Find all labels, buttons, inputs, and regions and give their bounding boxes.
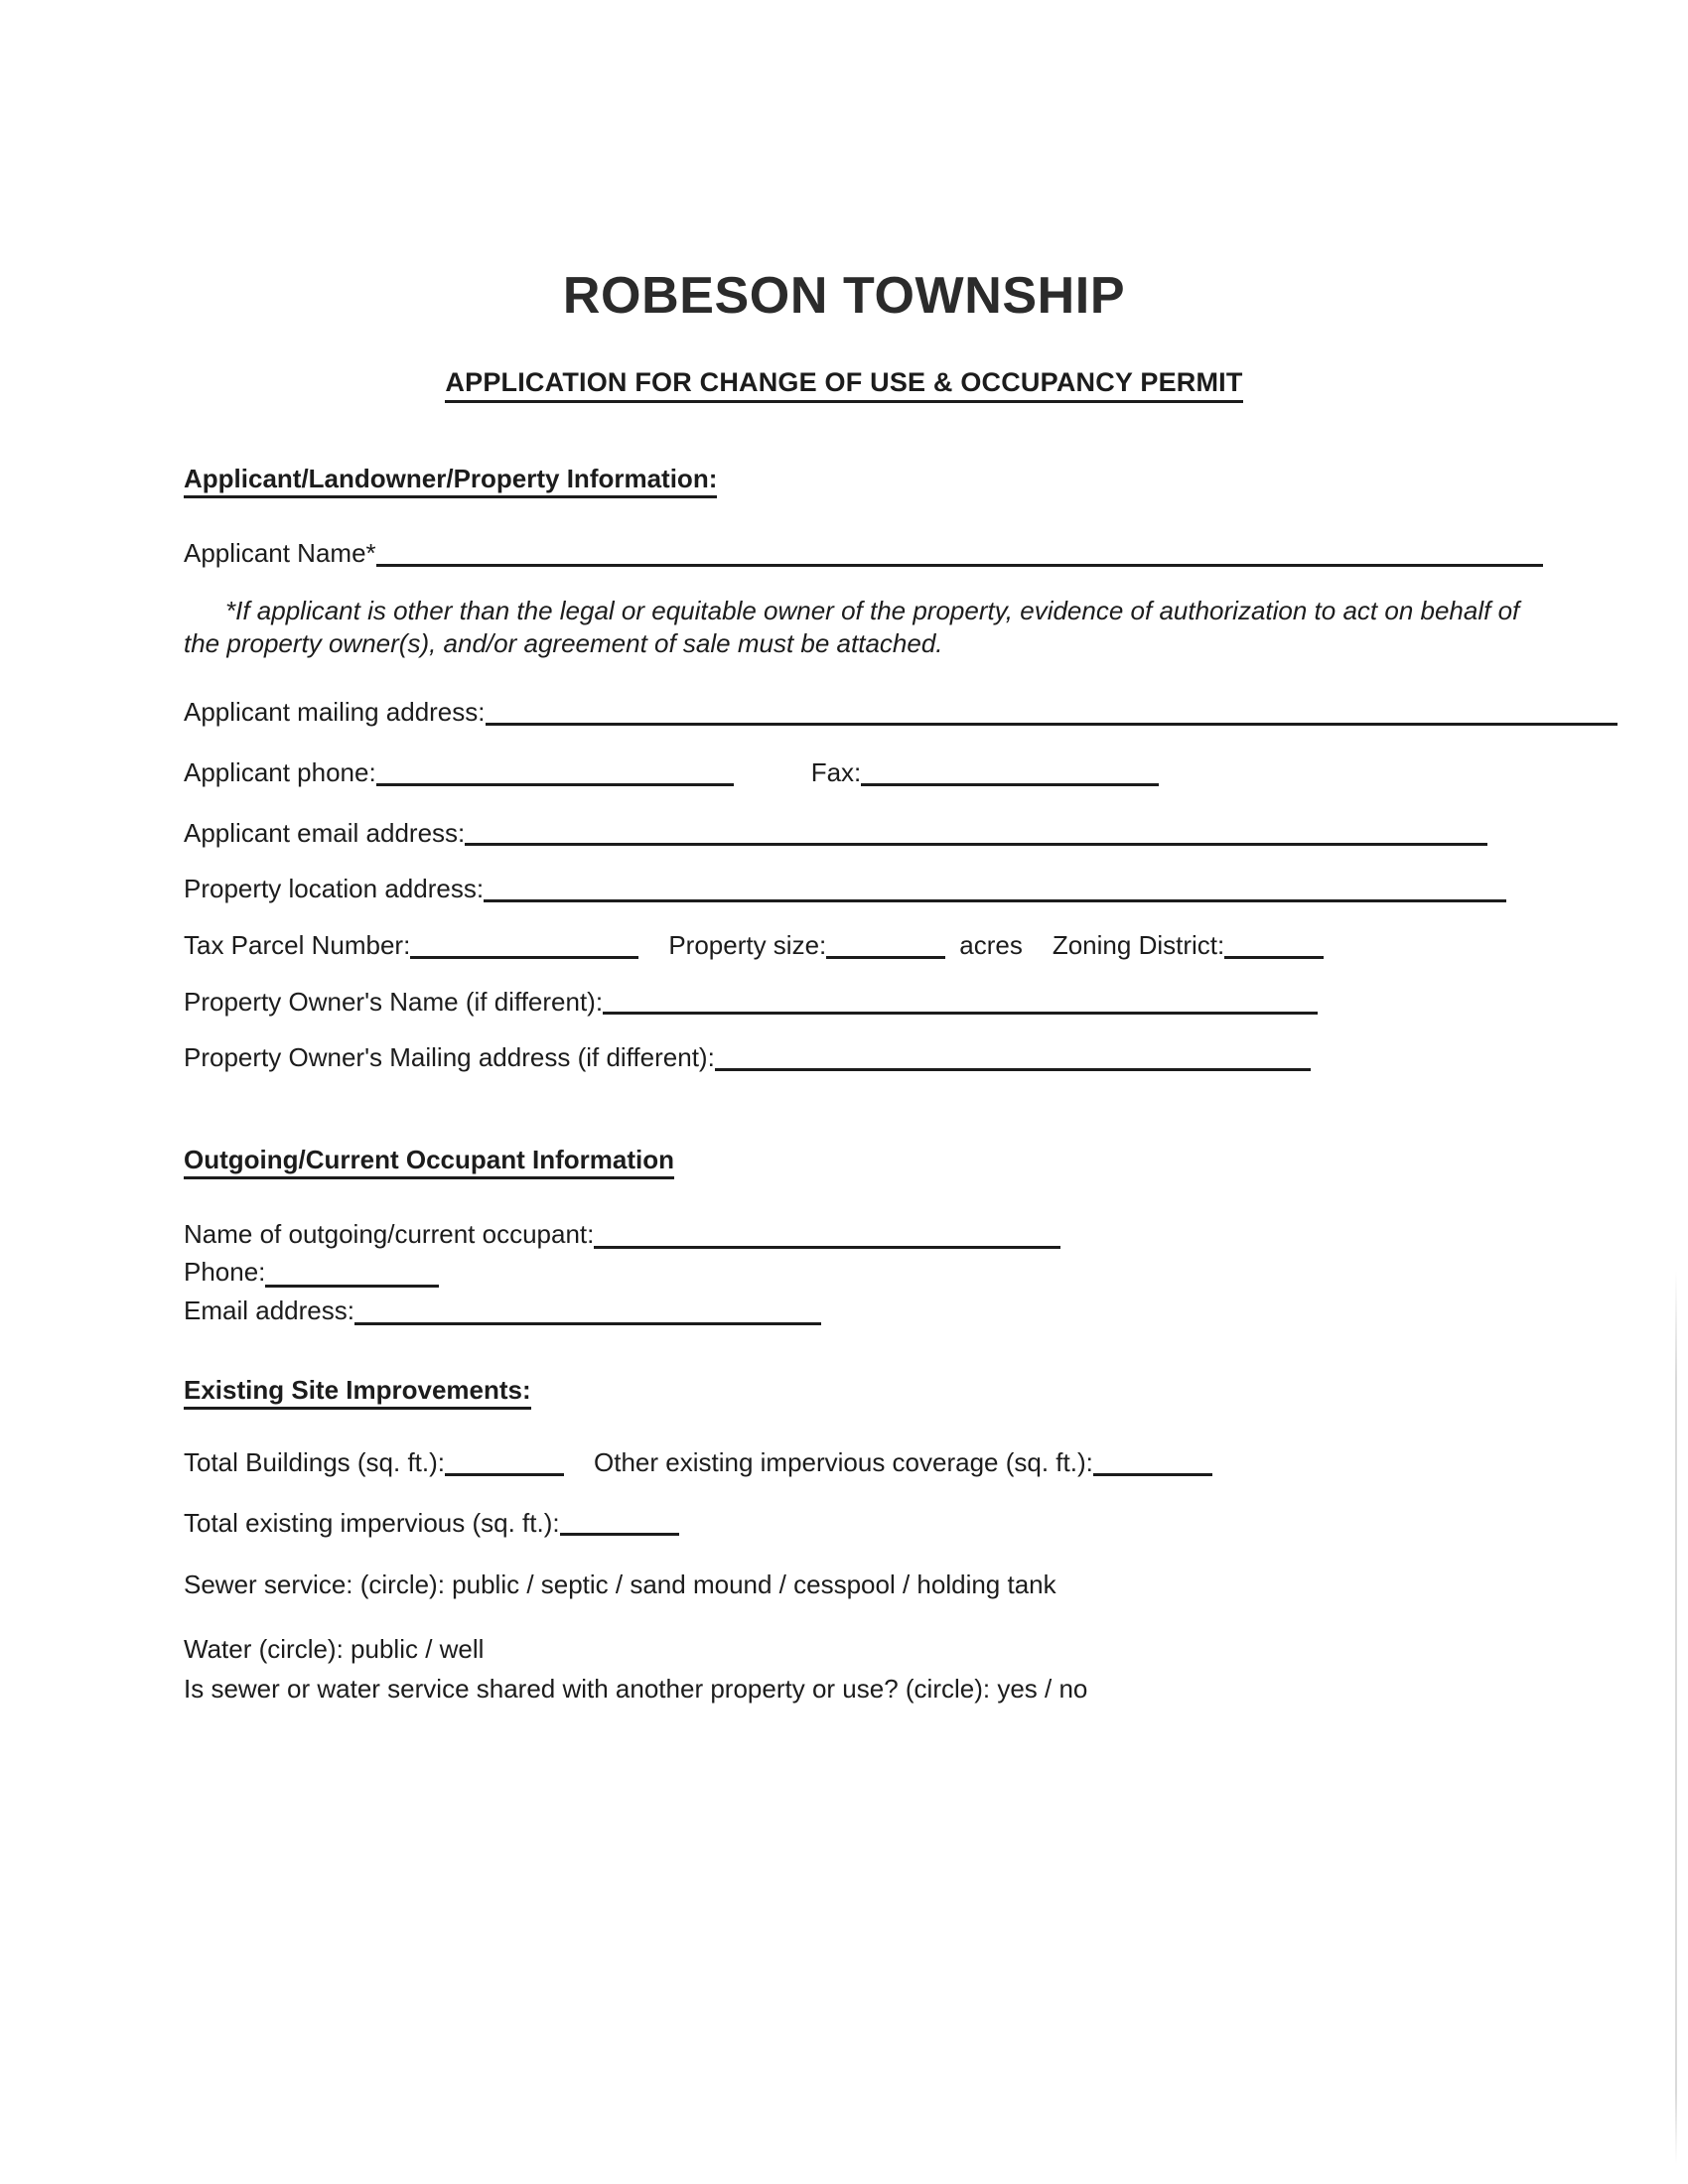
property-size-label: Property size: xyxy=(668,929,827,960)
applicant-name-label: Applicant Name* xyxy=(184,538,376,568)
total-existing-impervious-label: Total existing impervious (sq. ft.): xyxy=(184,1507,560,1538)
other-impervious-coverage-input[interactable] xyxy=(1093,1449,1212,1476)
field-applicant-phone-fax xyxy=(0,728,1688,788)
field-sewer-service[interactable] xyxy=(0,1538,1688,1600)
applicant-fax-label: Fax: xyxy=(810,756,862,787)
field-occupant-phone xyxy=(0,1251,1688,1289)
field-property-owner-name xyxy=(0,961,1688,1018)
applicant-mailing-address-input[interactable] xyxy=(486,699,1618,726)
applicant-email-input[interactable] xyxy=(465,819,1487,846)
shared-service-label: Is sewer or water service shared with another property or use? (circle): yes / no xyxy=(184,1674,1088,1705)
field-tax-parcel-row xyxy=(0,904,1688,961)
applicant-phone-label: Applicant phone: xyxy=(184,756,376,787)
property-owner-name-label: Property Owner's Name (if different): xyxy=(184,986,604,1017)
field-applicant-email xyxy=(0,788,1688,849)
section-heading-applicant-text: Applicant/Landowner/Property Information: xyxy=(184,464,717,498)
property-location-address-label: Property location address: xyxy=(184,874,485,904)
field-occupant-email xyxy=(0,1290,1688,1327)
zoning-district-label: Zoning District: xyxy=(1052,929,1225,960)
acres-unit-label: acres xyxy=(959,929,1023,960)
applicant-mailing-address-label: Applicant mailing address: xyxy=(184,697,486,728)
page-subtitle xyxy=(0,322,1688,398)
total-existing-impervious-input[interactable] xyxy=(560,1509,679,1536)
applicant-name-input[interactable] xyxy=(376,540,1543,567)
zoning-district-input[interactable] xyxy=(1224,932,1324,959)
tax-parcel-number-input[interactable] xyxy=(410,932,638,959)
occupant-email-label: Email address: xyxy=(184,1295,354,1325)
other-impervious-coverage-label: Other existing impervious coverage (sq. ft.): xyxy=(594,1446,1093,1477)
property-owner-mailing-address-input[interactable] xyxy=(715,1044,1311,1071)
section-heading-improvements xyxy=(0,1327,1688,1406)
section-heading-applicant xyxy=(0,398,1688,494)
water-service-label: Water (circle): public / well xyxy=(184,1633,485,1664)
applicant-phone-input[interactable] xyxy=(376,759,734,786)
section-heading-improvements-text: Existing Site Improvements: xyxy=(184,1375,531,1410)
applicant-email-label: Applicant email address: xyxy=(184,817,466,848)
page-subtitle-text: APPLICATION FOR CHANGE OF USE & OCCUPANCY PERMIT xyxy=(445,367,1242,403)
occupant-name-label: Name of outgoing/current occupant: xyxy=(184,1218,595,1249)
property-owner-name-input[interactable] xyxy=(603,988,1318,1015)
field-applicant-name xyxy=(0,494,1688,569)
applicant-fax-input[interactable] xyxy=(861,759,1159,786)
section-heading-occupant-text: Outgoing/Current Occupant Information xyxy=(184,1145,674,1179)
total-buildings-label: Total Buildings (sq. ft.): xyxy=(184,1446,445,1477)
occupant-name-input[interactable] xyxy=(594,1222,1060,1249)
authorization-note xyxy=(0,569,1688,662)
field-property-location-address xyxy=(0,848,1688,904)
authorization-note-text: *If applicant is other than the legal or equitable owner of the property, evidence of authorization to act on behalf of the property owner(s), and/or agreement of sale must be attached. xyxy=(184,595,1520,659)
tax-parcel-number-label: Tax Parcel Number: xyxy=(184,929,411,960)
field-property-owner-mailing-address xyxy=(0,1017,1688,1073)
field-applicant-mailing-address xyxy=(0,661,1688,728)
property-size-input[interactable] xyxy=(826,932,945,959)
page-title: ROBESON TOWNSHIP xyxy=(562,267,1126,325)
section-heading-occupant xyxy=(0,1073,1688,1175)
field-water-service[interactable] xyxy=(0,1600,1688,1666)
occupant-phone-label: Phone: xyxy=(184,1257,266,1288)
field-total-buildings-row xyxy=(0,1406,1688,1478)
field-shared-service[interactable] xyxy=(0,1666,1688,1706)
occupant-phone-input[interactable] xyxy=(265,1261,439,1288)
property-owner-mailing-address-label: Property Owner's Mailing address (if different): xyxy=(184,1042,715,1073)
sewer-service-label: Sewer service: (circle): public / septic / sand mound / cesspool / holding tank xyxy=(184,1570,1056,1600)
field-occupant-name xyxy=(0,1175,1688,1251)
occupant-email-input[interactable] xyxy=(354,1298,821,1325)
property-location-address-input[interactable] xyxy=(484,876,1506,902)
total-buildings-input[interactable] xyxy=(445,1449,564,1476)
field-total-existing-impervious xyxy=(0,1478,1688,1539)
